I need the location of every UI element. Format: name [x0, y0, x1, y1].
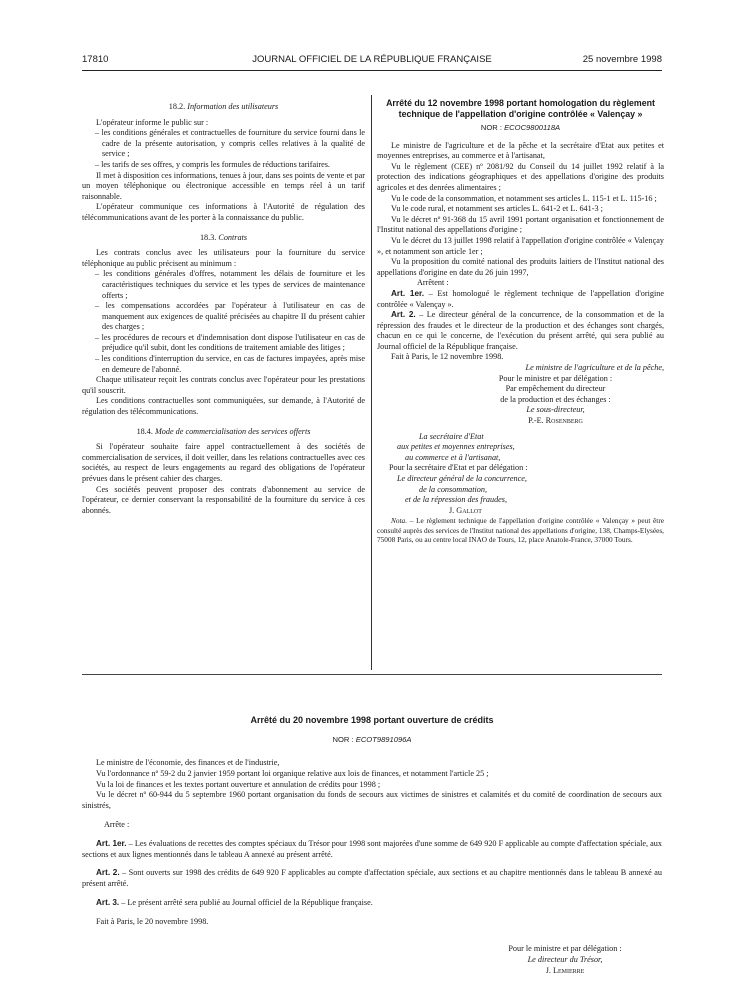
nota: Nota. – Le règlement technique de l'appellation d'origine contrôlée « Valençay » peut être consulté auprès des services de l'Institut national des appellations d'origine, 138, Champs-Elysées, 75008 Paris, ou au centre local INAO de Tours, 12, place Anatole-France, 37000 Tours.: [377, 516, 664, 544]
paragraph: Le ministre de l'économie, des finances et de l'industrie,: [96, 758, 280, 767]
paragraph: Il met à disposition ces informations, tenues à jour, dans ses points de vente et par un moyen téléphonique ou électronique accessible en temps réel à un tarif raisonnable.: [82, 170, 365, 201]
article-2: Art. 2. – Sont ouverts sur 1998 des crédits de 649 920 F applicables au compte d'affectation spéciale, aux sections et au chapitre mentionnés dans le tableau B annexé au présent arrêté.: [82, 868, 662, 889]
page-header: [82, 54, 662, 71]
section-18-4-heading: 18.4. Mode de commercialisation des services offerts: [136, 426, 311, 436]
vu-item: Vu le règlement (CEE) nº 2081/92 du Conseil du 14 juillet 1992 relatif à la protection des indications géographiques et des appellations d'origine des produits agricoles et des denrées alimentaires ;: [377, 161, 664, 192]
right-column: [377, 98, 664, 544]
section-divider: [82, 674, 662, 675]
vu-item: Vu la loi de finances et les textes portant ouverture et annulation de crédits pour 1998 ;: [96, 779, 381, 789]
vu-item: Vu le code de la consommation, et notamment ses articles L. 115-1 et L. 115-16 ;: [391, 193, 657, 203]
list-item: – les conditions générales d'offres, notamment les délais de fourniture et les caractéristiques techniques du service et les types de services de maintenance offerts ;: [95, 269, 365, 300]
decree-title-bottom: Arrêté du 20 novembre 1998 portant ouverture de crédits: [250, 715, 494, 725]
vu-item: Vu le décret du 13 juillet 1998 relatif à l'appellation d'origine contrôlée « Valençay », et notamment son article 1er ;: [377, 235, 664, 256]
arretent-label: Arrêtent :: [417, 278, 449, 288]
paragraph: L'opérateur informe le public sur :: [96, 117, 209, 127]
issue-date: 25 novembre 1998: [582, 54, 662, 65]
bottom-decree-body: [82, 758, 662, 928]
article-2: Art. 2. – Le directeur général de la concurrence, de la consommation et de la répression des fraudes et le directeur de la production et des échanges sont chargés, chacun en ce qui le concerne, de l'exécution du présent arrêté, qui sera publié au Journal officiel de la République française.: [377, 310, 664, 351]
article-1: Art. 1er. – Les évaluations de recettes des comptes spéciaux du Trésor pour 1998 sont majorées d'une somme de 649 920 F applicable au compte d'affectation spéciale, aux sections et aux lignes mentionnés dans le tableau A annexé au présent arrêté.: [82, 838, 662, 859]
list-item: – les conditions générales et contractuelles de fourniture du service fourni dans le cadre de la présente autorisation, y compris celles relatives à la qualité de service ;: [95, 128, 365, 159]
signature-block-1: Le ministre de l'agriculture et de la pêche, Pour le ministre et par délégation : Par empêchement du directeur de la production et des échanges : Le sous-directeur, P.-E. Rosenberg: [377, 363, 664, 427]
article-1: Art. 1er. – Est homologué le règlement technique de l'appellation d'origine contrôlée « Valençay ».: [377, 288, 664, 309]
vu-item: Vu l'ordonnance nº 59-2 du 2 janvier 1959 portant loi organique relative aux lois de finances, et notamment l'article 25 ;: [96, 768, 489, 778]
nor-reference: NOR : ECOC9800118A: [480, 123, 561, 132]
decree-title: Arrêté du 12 novembre 1998 portant homologation du règlement technique de l'appellation d'origine contrôlée « Valençay »: [386, 98, 655, 119]
column-divider: [371, 95, 372, 670]
paragraph: Si l'opérateur souhaite faire appel contractuellement à des sociétés de commercialisation de services, il doit veiller, dans les relations contractuelles avec ces sociétés, au respect de leurs engagements au regard des obligations de l'opérateur prévues dans le présent cahier des charges.: [82, 442, 365, 483]
list-item: – les tarifs de ses offres, y compris les formules de réductions tarifaires.: [95, 159, 330, 169]
vu-item: Vu le décret nº 91-368 du 15 avril 1991 portant organisation et fonctionnement de l'Institut national des appellations d'origine ;: [377, 214, 664, 235]
vu-item: Vu le code rural, et notamment ses articles L. 641-2 et L. 641-3 ;: [391, 204, 603, 214]
paragraph: Chaque utilisateur reçoit les contrats conclus avec l'opérateur pour les prestations qu'il souscrit.: [82, 375, 365, 395]
paragraph: Ces sociétés peuvent proposer des contrats d'abonnement au service de l'opérateur, ce dernier conservant la responsabilité de la fourniture du service à ces abonnés.: [82, 484, 365, 515]
list-item: – les conditions d'interruption du service, en cas de factures impayées, après mise en demeure de l'abonné.: [95, 354, 365, 374]
paragraph: L'opérateur communique ces informations à l'Autorité de régulation des télécommunications avant de les porter à la connaissance du public.: [82, 202, 365, 222]
signature-block-bottom: Pour le ministre et par délégation : Le directeur du Trésor, J. Lemierre: [470, 944, 660, 976]
vu-item: Vu la proposition du comité national des produits laitiers de l'Institut national des appellations d'origine en date du 26 juin 1997,: [377, 257, 664, 277]
signatory-name: J. Gallot: [449, 505, 482, 515]
list-item: – les procédures de recours et d'indemnisation dont dispose l'utilisateur en cas de préjudice qu'il subit, dont les conditions de traitement amiable des litiges ;: [95, 332, 365, 353]
nor-reference-bottom: NOR : ECOT9891096A: [332, 735, 412, 744]
fait-a-paris: Fait à Paris, le 20 novembre 1998.: [96, 916, 209, 926]
left-column: [82, 98, 365, 516]
vu-item: Vu le décret nº 60-944 du 5 septembre 1960 portant organisation du fonds de secours aux victimes de sinistres et calamités et du comité de coordination de secours aux sinistrés,: [82, 790, 662, 811]
section-18-2-heading: 18.2. Information des utilisateurs: [168, 102, 279, 111]
paragraph: Le ministre de l'agriculture et de la pêche et la secrétaire d'Etat aux petites et moyennes entreprises, au commerce et à l'artisanat,: [377, 140, 664, 161]
page-number: 17810: [82, 54, 109, 65]
signatory-name: J. Lemierre: [545, 965, 585, 975]
arrete-label: Arrête :: [104, 819, 130, 829]
article-3: Art. 3. – Le présent arrêté sera publié au Journal officiel de la République française.: [96, 897, 373, 907]
section-18-3-heading: 18.3. Contrats: [199, 232, 248, 242]
paragraph: Les conditions contractuelles sont communiquées, sur demande, à l'Autorité de régulation des télécommunications.: [82, 396, 365, 417]
fait-a-paris: Fait à Paris, le 12 novembre 1998.: [391, 352, 504, 362]
signature-block-2: La secrétaire d'Etat aux petites et moyennes entreprises, au commerce et à l'artisanat, Pour la secrétaire d'Etat et par délégation : Le directeur général de la concurrence, de la consommation, et de la répression des fraudes, J. Gallot: [377, 432, 664, 517]
journal-title: JOURNAL OFFICIEL DE LA RÉPUBLIQUE FRANÇAISE: [252, 54, 492, 65]
paragraph: Les contrats conclus avec les utilisateurs pour la fourniture du service téléphonique au public précisent au minimum :: [82, 248, 365, 268]
list-item: – les compensations accordées par l'opérateur à l'utilisateur en cas de manquement aux exigences de qualité précisées au chapitre II du présent cahier des charges ;: [95, 301, 365, 332]
signatory-name: P.-E. Rosenberg: [528, 416, 583, 426]
